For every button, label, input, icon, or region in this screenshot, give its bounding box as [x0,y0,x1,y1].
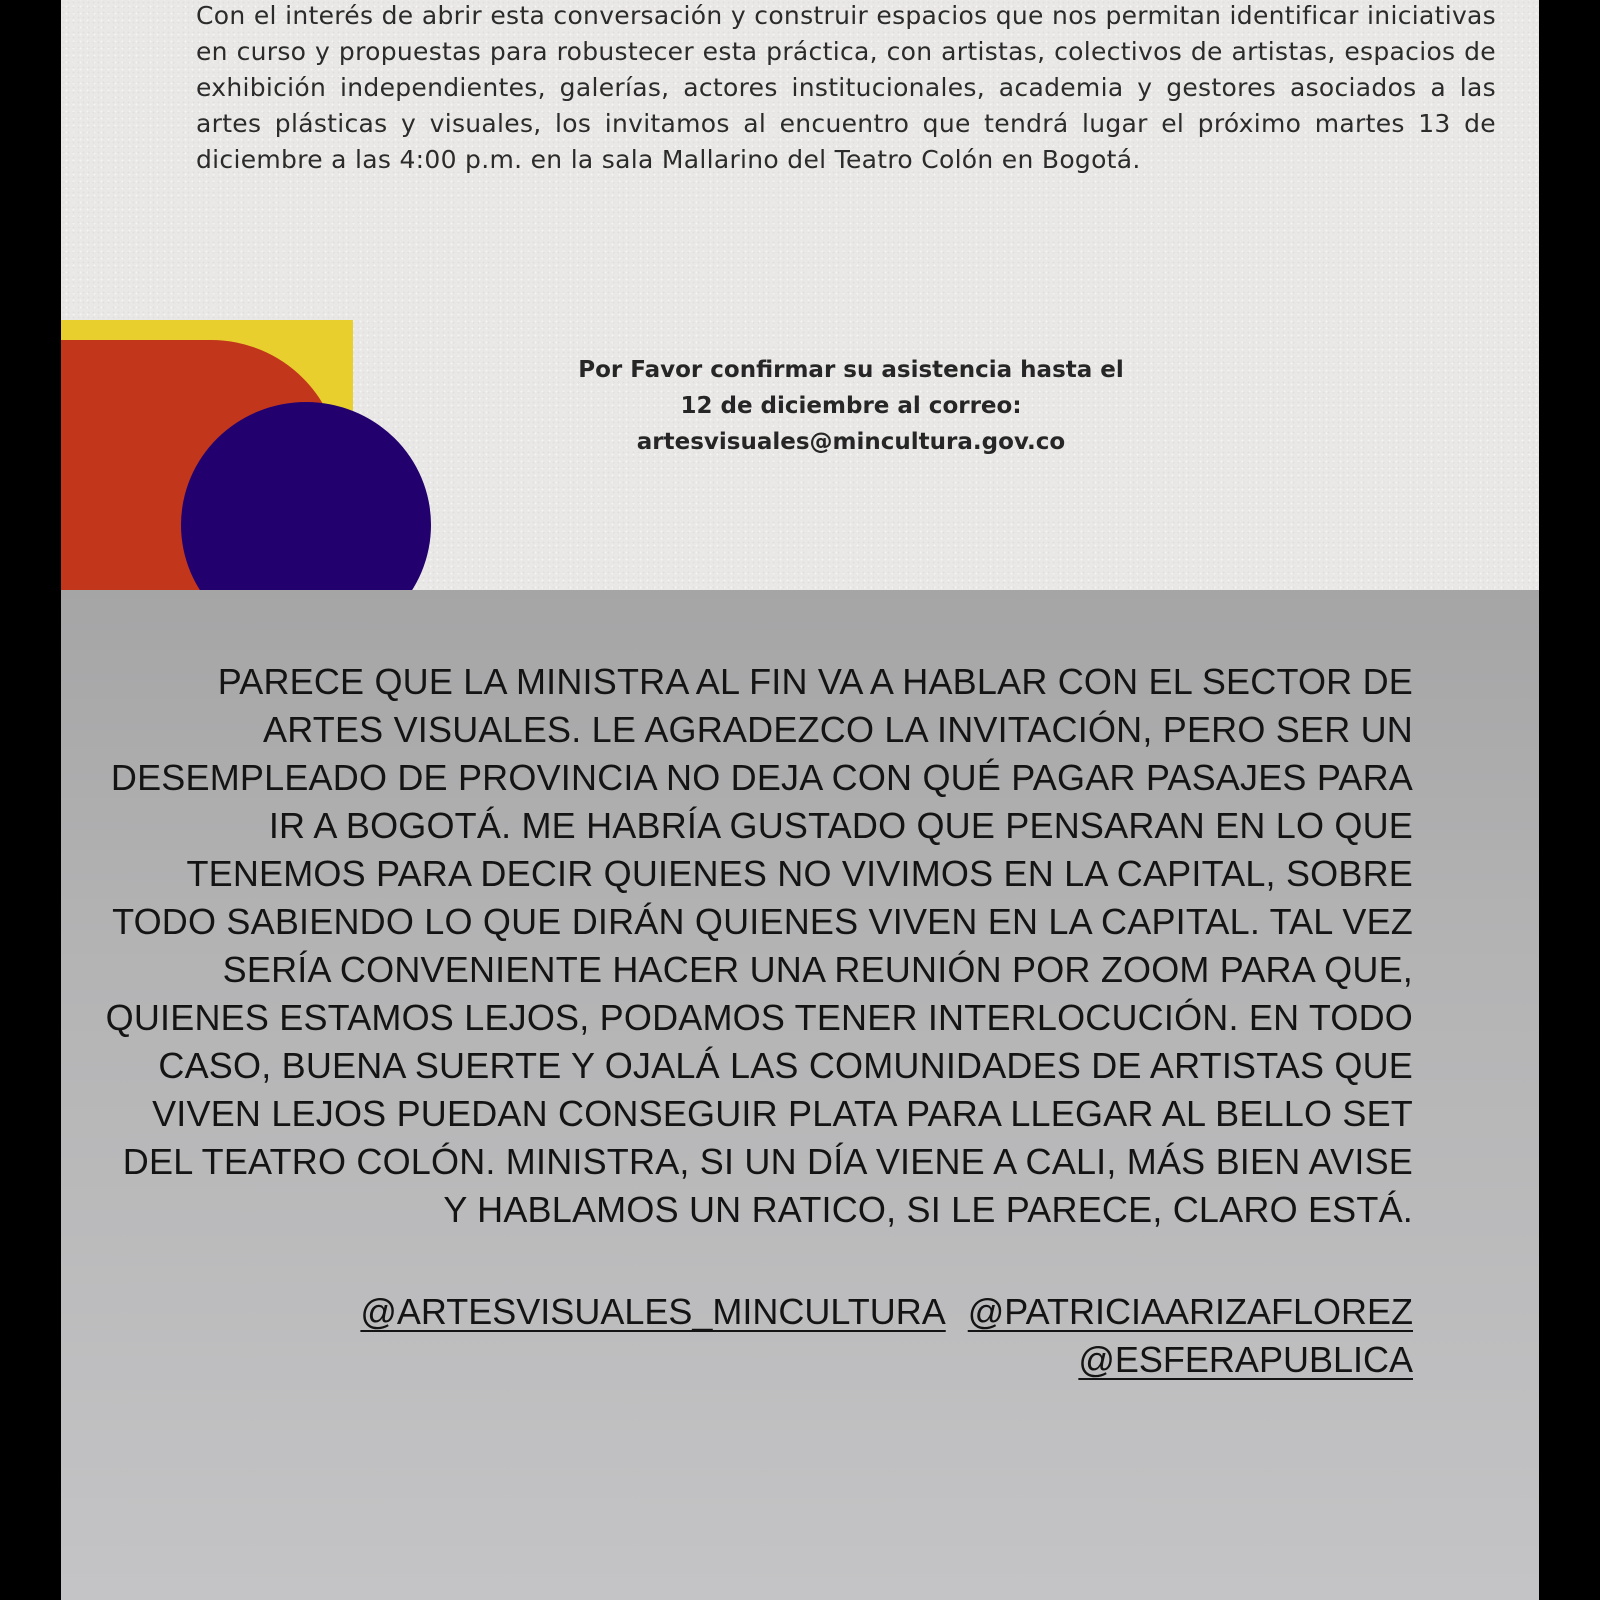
rsvp-block [491,352,1211,460]
invitation-body-text: Con el interés de abrir esta conversación y construir espacios que nos permitan identificar iniciativas en curso y propuestas para robustecer esta práctica, con artistas, colectivos de artistas, espacios de exhibición independientes, galerías, actores institucionales, academia y gestores asociados a las artes plásticas y visuales, los invitamos al encuentro que tendrá lugar el próximo martes 13 de diciembre a las 4:00 p.m. en la sala Mallarino del Teatro Colón en Bogotá. [196,1,1496,174]
invitation-card [61,0,1539,590]
mention-esferapublica[interactable]: @ESFERAPUBLICA [1078,1339,1413,1380]
story-frame [61,0,1539,1600]
decorative-color-shapes [61,320,461,592]
story-caption-area [61,590,1539,1600]
story-caption-text: PARECE QUE LA MINISTRA AL FIN VA A HABLAR CON EL SECTOR DE ARTES VISUALES. LE AGRADEZCO LA INVITACIÓN, PERO SER UN DESEMPLEADO DE PROVINCIA NO DEJA CON QUÉ PAGAR PASAJES PARA IR A BOGOTÁ. ME HABRÍA GUSTADO QUE PENSARAN EN LO QUE TENEMOS PARA DECIR QUIENES NO VIVIMOS EN LA CAPITAL, SOBRE TODO SABIENDO LO QUE DIRÁN QUIENES VIVEN EN LA CAPITAL. TAL VEZ SERÍA CONVENIENTE HACER UNA REUNIÓN POR ZOOM PARA QUE, QUIENES ESTAMOS LEJOS, PODAMOS TENER INTERLOCUCIÓN. EN TODO CASO, BUENA SUERTE Y OJALÁ LAS COMUNIDADES DE ARTISTAS QUE VIVEN LEJOS PUEDAN CONSEGUIR PLATA PARA LLEGAR AL BELLO SET DEL TEATRO COLÓN. MINISTRA, SI UN DÍA VIENE A CALI, MÁS BIEN AVISE Y HABLAMOS UN RATICO, SI LE PARECE, CLARO ESTÁ. [105,661,1413,1230]
rsvp-email: artesvisuales@mincultura.gov.co [636,429,1066,455]
mention-patriciaarizaflorez[interactable]: @PATRICIAARIZAFLOREZ [967,1291,1413,1332]
mention-artesvisuales-mincultura[interactable]: @ARTESVISUALES_MINCULTURA [360,1291,946,1332]
rsvp-line: 12 de diciembre al correo: [680,393,1022,419]
rsvp-line: Por Favor confirmar su asistencia hasta el [578,357,1124,383]
mentions-block [91,1288,1413,1384]
